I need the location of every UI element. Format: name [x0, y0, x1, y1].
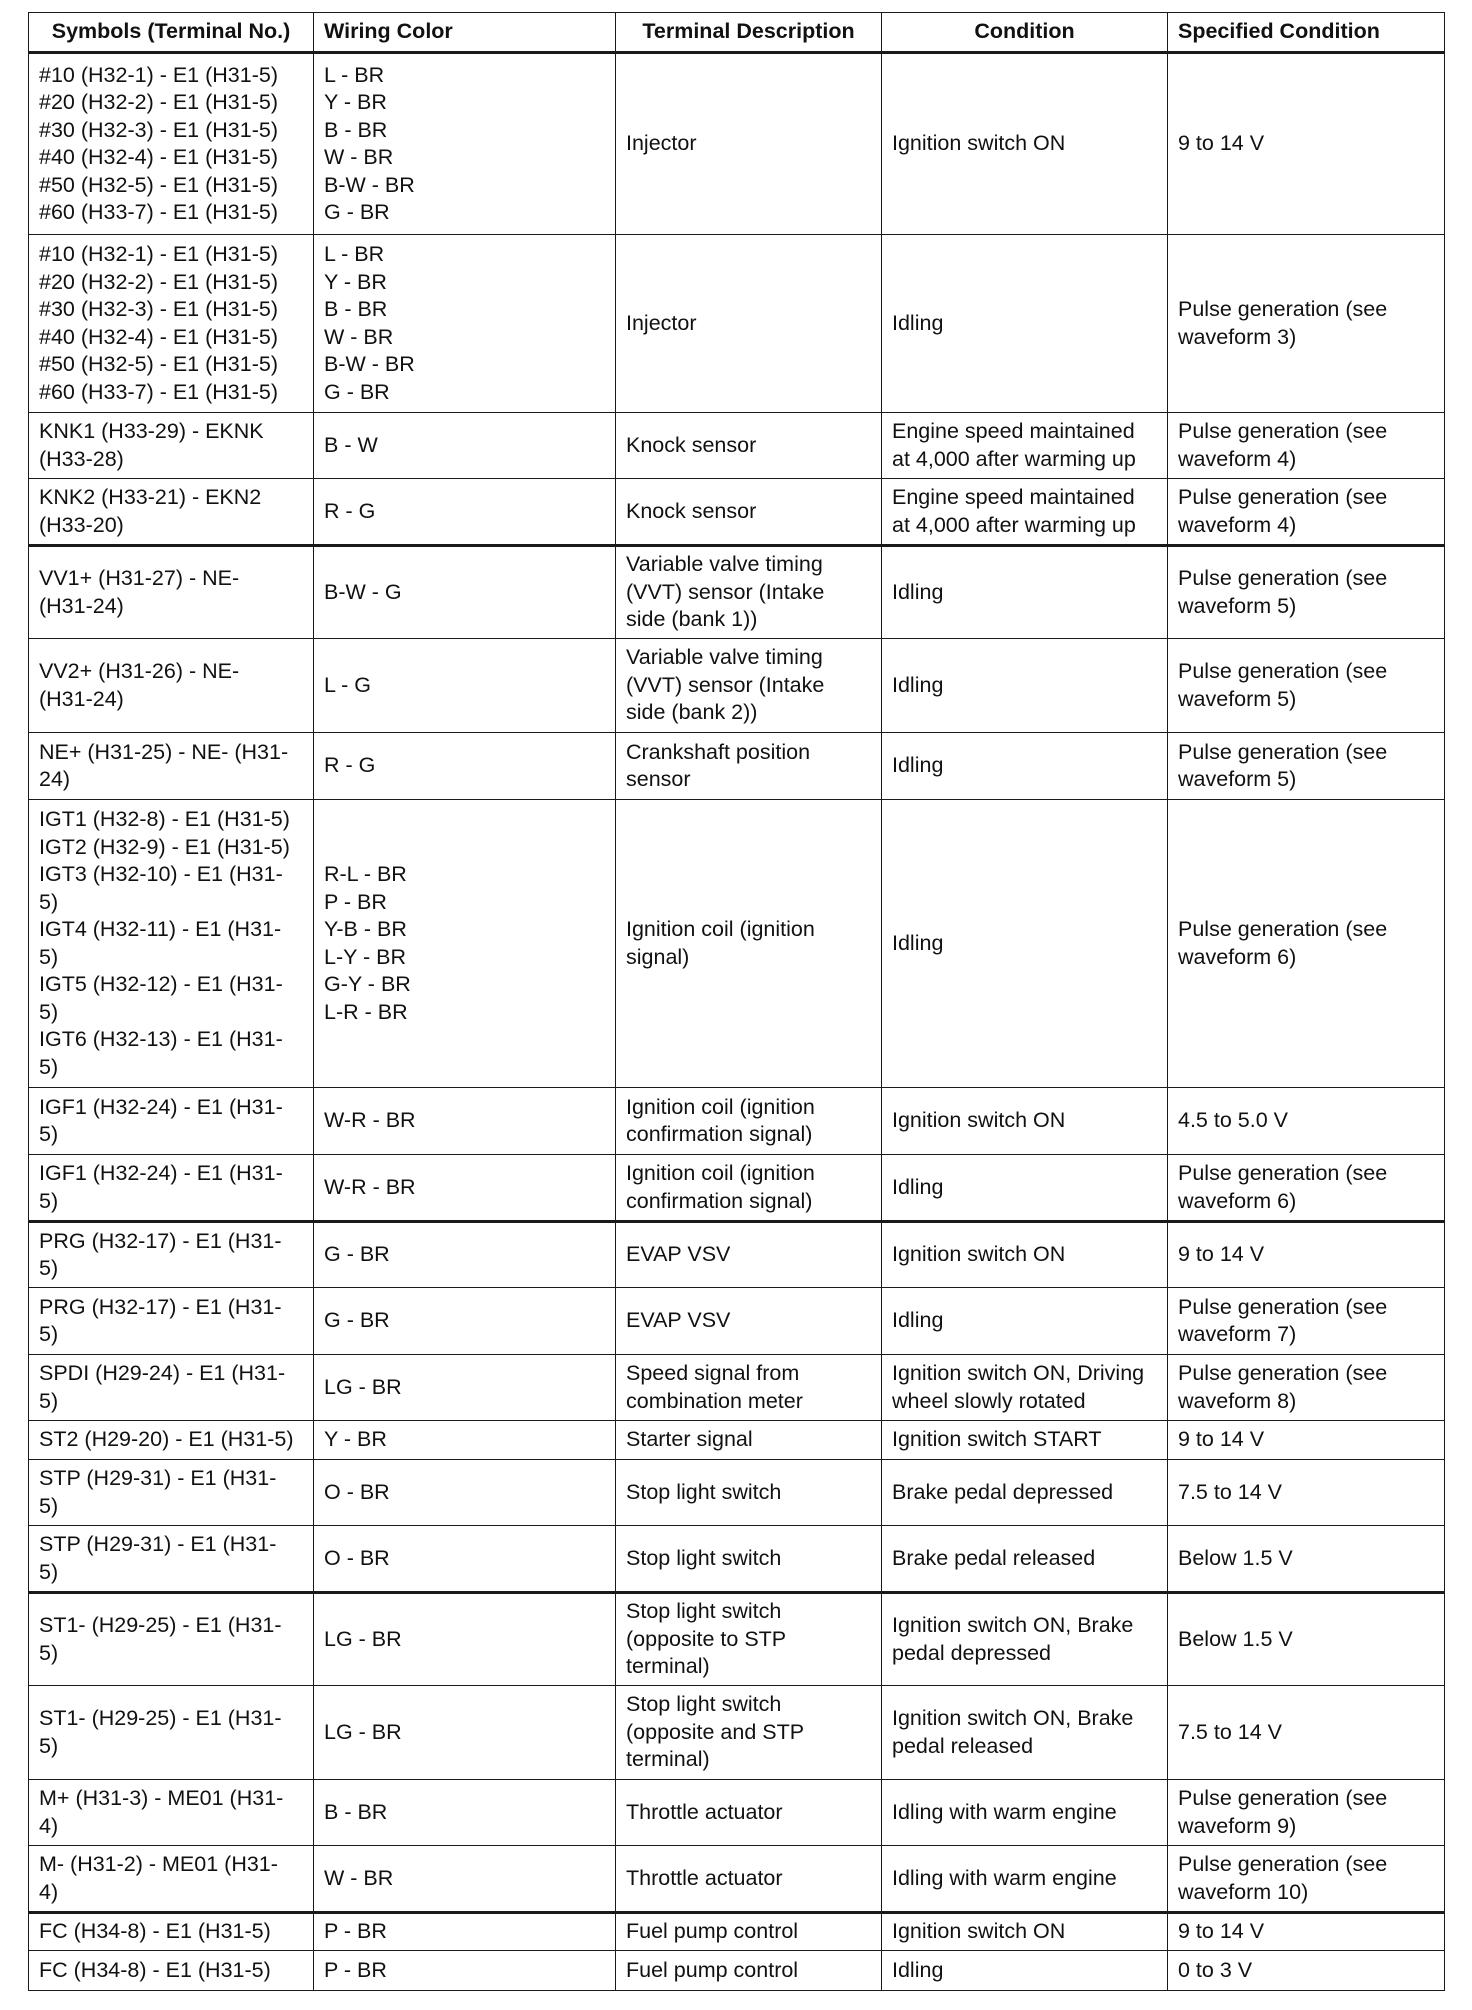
table-row: [29, 1846, 1445, 1913]
cell-condition: Engine speed maintained at 4,000 after warming up: [882, 479, 1168, 546]
cell-symbols: STP (H29-31) - E1 (H31- 5): [29, 1526, 314, 1593]
cell-condition: Ignition switch START: [882, 1421, 1168, 1460]
cell-condition: Ignition switch ON: [882, 53, 1168, 235]
cell-specified-condition: Below 1.5 V: [1168, 1593, 1445, 1686]
cell-wiring-color: G - BR: [314, 1288, 616, 1355]
cell-wiring-color: Y - BR: [314, 1421, 616, 1460]
cell-specified-condition: Pulse generation (see waveform 10): [1168, 1846, 1445, 1913]
header-terminal-description: Terminal Description: [616, 13, 882, 53]
cell-symbols: KNK2 (H33-21) - EKN2 (H33-20): [29, 479, 314, 546]
cell-terminal-description: Ignition coil (ignition confirmation signal): [616, 1155, 882, 1222]
cell-terminal-description: Variable valve timing (VVT) sensor (Intake side (bank 2)): [616, 639, 882, 733]
cell-specified-condition: 9 to 14 V: [1168, 53, 1445, 235]
cell-wiring-color: W-R - BR: [314, 1155, 616, 1222]
cell-terminal-description: Injector: [616, 53, 882, 235]
cell-condition: Ignition switch ON, Brake pedal released: [882, 1686, 1168, 1780]
cell-terminal-description: Fuel pump control: [616, 1951, 882, 1991]
cell-condition: Ignition switch ON: [882, 1088, 1168, 1155]
cell-terminal-description: EVAP VSV: [616, 1222, 882, 1288]
cell-wiring-color: G - BR: [314, 1222, 616, 1288]
table-row: [29, 1593, 1445, 1686]
table-row: [29, 546, 1445, 639]
cell-wiring-color: O - BR: [314, 1526, 616, 1593]
cell-wiring-color: B-W - G: [314, 546, 616, 639]
cell-specified-condition: Pulse generation (see waveform 4): [1168, 479, 1445, 546]
table-row: [29, 1355, 1445, 1421]
cell-wiring-color: L - G: [314, 639, 616, 733]
table-row: [29, 53, 1445, 235]
cell-wiring-color: R-L - BR P - BR Y-B - BR L-Y - BR G-Y - BR L-R - BR: [314, 800, 616, 1088]
table-row: [29, 1686, 1445, 1780]
cell-symbols: VV1+ (H31-27) - NE- (H31-24): [29, 546, 314, 639]
terminal-inspection-table: [28, 12, 1445, 1991]
cell-condition: Idling: [882, 800, 1168, 1088]
table-row: [29, 1913, 1445, 1951]
cell-condition: Idling: [882, 1951, 1168, 1991]
table-row: [29, 639, 1445, 733]
cell-specified-condition: 9 to 14 V: [1168, 1913, 1445, 1951]
cell-condition: Idling: [882, 1288, 1168, 1355]
cell-symbols: PRG (H32-17) - E1 (H31- 5): [29, 1222, 314, 1288]
cell-terminal-description: Injector: [616, 235, 882, 413]
cell-wiring-color: P - BR: [314, 1951, 616, 1991]
table-row: [29, 479, 1445, 546]
cell-symbols: FC (H34-8) - E1 (H31-5): [29, 1951, 314, 1991]
cell-symbols: FC (H34-8) - E1 (H31-5): [29, 1913, 314, 1951]
cell-condition: Ignition switch ON, Brake pedal depressed: [882, 1593, 1168, 1686]
cell-wiring-color: R - G: [314, 733, 616, 800]
cell-wiring-color: W-R - BR: [314, 1088, 616, 1155]
cell-symbols: ST2 (H29-20) - E1 (H31-5): [29, 1421, 314, 1460]
cell-condition: Idling: [882, 733, 1168, 800]
cell-condition: Idling: [882, 235, 1168, 413]
table-row: [29, 733, 1445, 800]
header-row: [29, 13, 1445, 53]
cell-symbols: ST1- (H29-25) - E1 (H31- 5): [29, 1593, 314, 1686]
cell-wiring-color: B - W: [314, 413, 616, 479]
cell-specified-condition: 9 to 14 V: [1168, 1222, 1445, 1288]
cell-specified-condition: Pulse generation (see waveform 3): [1168, 235, 1445, 413]
cell-specified-condition: Pulse generation (see waveform 9): [1168, 1780, 1445, 1846]
cell-condition: Ignition switch ON: [882, 1913, 1168, 1951]
cell-condition: Idling: [882, 1155, 1168, 1222]
header-specified-condition: Specified Condition: [1168, 13, 1445, 53]
cell-symbols: M+ (H31-3) - ME01 (H31- 4): [29, 1780, 314, 1846]
cell-symbols: NE+ (H31-25) - NE- (H31- 24): [29, 733, 314, 800]
table-row: [29, 1222, 1445, 1288]
cell-condition: Ignition switch ON: [882, 1222, 1168, 1288]
cell-specified-condition: 7.5 to 14 V: [1168, 1686, 1445, 1780]
cell-terminal-description: Stop light switch: [616, 1460, 882, 1526]
cell-wiring-color: LG - BR: [314, 1593, 616, 1686]
cell-symbols: #10 (H32-1) - E1 (H31-5) #20 (H32-2) - E1 (H31-5) #30 (H32-3) - E1 (H31-5) #40 (H32-4) - E1 (H31-5) #50 (H32-5) - E1 (H31-5) #60 (H33-7) - E1 (H31-5): [29, 53, 314, 235]
cell-terminal-description: Variable valve timing (VVT) sensor (Intake side (bank 1)): [616, 546, 882, 639]
table-row: [29, 413, 1445, 479]
cell-wiring-color: R - G: [314, 479, 616, 546]
cell-wiring-color: P - BR: [314, 1913, 616, 1951]
cell-specified-condition: 7.5 to 14 V: [1168, 1460, 1445, 1526]
cell-wiring-color: LG - BR: [314, 1686, 616, 1780]
cell-condition: Idling: [882, 639, 1168, 733]
cell-symbols: ST1- (H29-25) - E1 (H31- 5): [29, 1686, 314, 1780]
cell-terminal-description: Ignition coil (ignition confirmation signal): [616, 1088, 882, 1155]
cell-condition: Brake pedal depressed: [882, 1460, 1168, 1526]
cell-terminal-description: Starter signal: [616, 1421, 882, 1460]
cell-specified-condition: 4.5 to 5.0 V: [1168, 1088, 1445, 1155]
cell-terminal-description: Stop light switch (opposite and STP terminal): [616, 1686, 882, 1780]
cell-specified-condition: Pulse generation (see waveform 7): [1168, 1288, 1445, 1355]
cell-condition: Idling with warm engine: [882, 1780, 1168, 1846]
table-row: [29, 1288, 1445, 1355]
cell-terminal-description: Stop light switch (opposite to STP terminal): [616, 1593, 882, 1686]
cell-wiring-color: LG - BR: [314, 1355, 616, 1421]
cell-symbols: IGF1 (H32-24) - E1 (H31- 5): [29, 1155, 314, 1222]
cell-specified-condition: Pulse generation (see waveform 5): [1168, 733, 1445, 800]
cell-wiring-color: O - BR: [314, 1460, 616, 1526]
cell-condition: Brake pedal released: [882, 1526, 1168, 1593]
table-row: [29, 1780, 1445, 1846]
cell-wiring-color: B - BR: [314, 1780, 616, 1846]
header-condition: Condition: [882, 13, 1168, 53]
cell-specified-condition: Pulse generation (see waveform 6): [1168, 800, 1445, 1088]
cell-terminal-description: Fuel pump control: [616, 1913, 882, 1951]
cell-condition: Engine speed maintained at 4,000 after warming up: [882, 413, 1168, 479]
cell-symbols: KNK1 (H33-29) - EKNK (H33-28): [29, 413, 314, 479]
cell-symbols: IGT1 (H32-8) - E1 (H31-5) IGT2 (H32-9) - E1 (H31-5) IGT3 (H32-10) - E1 (H31- 5) IGT4 (H32-11) - E1 (H31- 5) IGT5 (H32-12) - E1 (H31- 5) IGT6 (H32-13) - E1 (H31- 5): [29, 800, 314, 1088]
cell-symbols: IGF1 (H32-24) - E1 (H31- 5): [29, 1088, 314, 1155]
cell-specified-condition: Pulse generation (see waveform 5): [1168, 546, 1445, 639]
table-row: [29, 1526, 1445, 1593]
header-symbols: Symbols (Terminal No.): [29, 13, 314, 53]
table-row: [29, 800, 1445, 1088]
cell-specified-condition: Pulse generation (see waveform 4): [1168, 413, 1445, 479]
cell-specified-condition: 0 to 3 V: [1168, 1951, 1445, 1991]
cell-specified-condition: Below 1.5 V: [1168, 1526, 1445, 1593]
table-row: [29, 1155, 1445, 1222]
cell-specified-condition: 9 to 14 V: [1168, 1421, 1445, 1460]
cell-symbols: #10 (H32-1) - E1 (H31-5) #20 (H32-2) - E1 (H31-5) #30 (H32-3) - E1 (H31-5) #40 (H32-4) - E1 (H31-5) #50 (H32-5) - E1 (H31-5) #60 (H33-7) - E1 (H31-5): [29, 235, 314, 413]
header-wiring-color: Wiring Color: [314, 13, 616, 53]
cell-terminal-description: Knock sensor: [616, 479, 882, 546]
cell-wiring-color: W - BR: [314, 1846, 616, 1913]
table-row: [29, 235, 1445, 413]
cell-terminal-description: Throttle actuator: [616, 1846, 882, 1913]
cell-wiring-color: L - BR Y - BR B - BR W - BR B-W - BR G - BR: [314, 235, 616, 413]
cell-symbols: M- (H31-2) - ME01 (H31- 4): [29, 1846, 314, 1913]
table-row: [29, 1421, 1445, 1460]
cell-terminal-description: Ignition coil (ignition signal): [616, 800, 882, 1088]
cell-symbols: PRG (H32-17) - E1 (H31- 5): [29, 1288, 314, 1355]
table-row: [29, 1460, 1445, 1526]
cell-symbols: VV2+ (H31-26) - NE- (H31-24): [29, 639, 314, 733]
cell-wiring-color: L - BR Y - BR B - BR W - BR B-W - BR G - BR: [314, 53, 616, 235]
table-row: [29, 1951, 1445, 1991]
cell-specified-condition: Pulse generation (see waveform 6): [1168, 1155, 1445, 1222]
cell-specified-condition: Pulse generation (see waveform 8): [1168, 1355, 1445, 1421]
cell-symbols: SPDI (H29-24) - E1 (H31- 5): [29, 1355, 314, 1421]
cell-terminal-description: Speed signal from combination meter: [616, 1355, 882, 1421]
cell-terminal-description: EVAP VSV: [616, 1288, 882, 1355]
cell-specified-condition: Pulse generation (see waveform 5): [1168, 639, 1445, 733]
cell-terminal-description: Throttle actuator: [616, 1780, 882, 1846]
cell-condition: Ignition switch ON, Driving wheel slowly rotated: [882, 1355, 1168, 1421]
cell-symbols: STP (H29-31) - E1 (H31- 5): [29, 1460, 314, 1526]
cell-terminal-description: Knock sensor: [616, 413, 882, 479]
cell-terminal-description: Stop light switch: [616, 1526, 882, 1593]
table-row: [29, 1088, 1445, 1155]
cell-condition: Idling: [882, 546, 1168, 639]
cell-terminal-description: Crankshaft position sensor: [616, 733, 882, 800]
cell-condition: Idling with warm engine: [882, 1846, 1168, 1913]
